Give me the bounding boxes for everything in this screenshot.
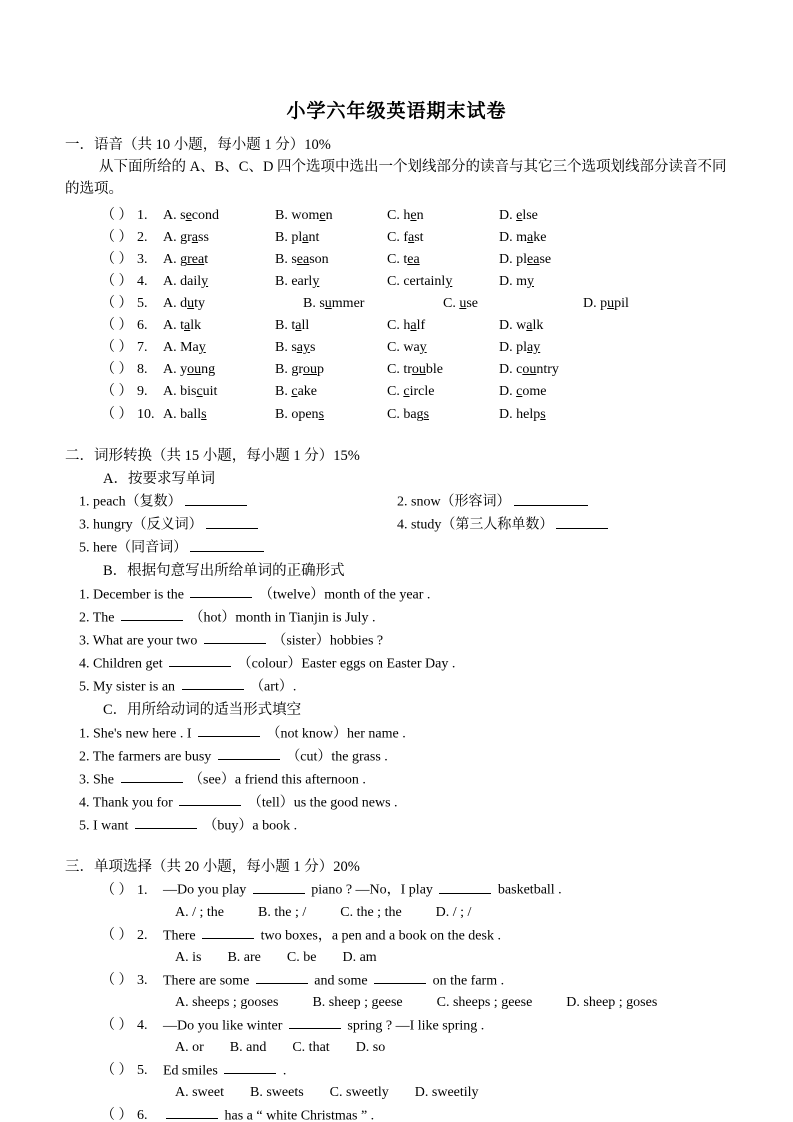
item-number: 8. — [137, 362, 148, 378]
option-d[interactable]: D. country — [499, 362, 559, 378]
verb-form-sentence — [55, 815, 738, 838]
option-d[interactable]: D. else — [499, 207, 538, 223]
answer-blank[interactable] — [198, 723, 260, 737]
word-form-left — [79, 491, 397, 514]
item-number: 1. — [137, 882, 148, 898]
choice-option[interactable]: B. and — [229, 1040, 267, 1056]
underlined-part: s — [318, 406, 325, 422]
answer-blank[interactable] — [224, 1060, 276, 1074]
underlined-part: a — [295, 318, 302, 334]
verb-form-sentence — [55, 769, 738, 792]
item-number: 1. — [137, 207, 148, 223]
choice-option[interactable]: D. sheep ; goses — [566, 995, 658, 1011]
answer-blank[interactable] — [121, 607, 183, 621]
choice-option[interactable]: D. sweetily — [414, 1085, 479, 1101]
sentence-end: （hot）month in Tianjin is July . — [186, 610, 376, 626]
underlined-part: y — [198, 340, 206, 356]
item-number: 10. — [137, 406, 155, 422]
stem-segment: spring ? —I like spring . — [343, 1018, 485, 1034]
option-a[interactable]: A. duty — [163, 295, 206, 311]
underlined-part: ea — [527, 251, 540, 267]
option-d[interactable]: D. make — [499, 229, 547, 245]
option-d[interactable]: D. come — [499, 384, 547, 400]
choice-options — [55, 902, 738, 924]
section-2-part-a-title: A．按要求写单词 — [103, 470, 215, 487]
phonetics-item — [55, 205, 738, 227]
word-form-left — [79, 514, 397, 537]
answer-blank[interactable] — [514, 491, 588, 505]
option-c[interactable]: C. hen — [387, 207, 424, 223]
underlined-part: ay — [296, 340, 311, 356]
question-stem — [55, 1060, 738, 1083]
choice-question — [55, 1060, 738, 1105]
answer-blank[interactable] — [190, 584, 252, 598]
item-number: 5. — [137, 295, 148, 311]
sentence-start: 3. What are your two — [79, 633, 201, 649]
choice-option[interactable]: A. is — [175, 950, 202, 966]
stem-text — [163, 1015, 484, 1038]
answer-bracket[interactable]: （ ） — [101, 273, 133, 289]
answer-blank[interactable] — [206, 514, 258, 528]
section-1-heading: 一．语音（共 10 小题，每小题 1 分）10% — [65, 137, 331, 153]
underlined-part: ay — [527, 340, 541, 356]
option-a[interactable]: A. great — [163, 251, 209, 267]
phonetics-item — [55, 337, 738, 359]
fill-in-sentence — [55, 607, 738, 630]
stem-segment: on the farm . — [429, 972, 505, 988]
option-d[interactable]: D. walk — [499, 318, 544, 334]
sentence-start: 2. The — [79, 610, 119, 626]
stem-segment: . — [279, 1063, 287, 1079]
choice-question — [55, 1015, 738, 1060]
sentence-end: （colour）Easter eggs on Easter Day . — [234, 656, 456, 672]
choice-option[interactable]: C. that — [292, 1040, 330, 1056]
item-number: 6. — [137, 318, 148, 334]
underlined-part: e — [410, 207, 417, 223]
option-b[interactable]: B. cake — [275, 384, 317, 400]
question-stem — [55, 970, 738, 993]
option-a[interactable]: A. balls — [163, 406, 207, 422]
underlined-part: c — [403, 384, 410, 400]
item-number: 9. — [137, 384, 148, 400]
choice-option[interactable]: B. sheep ; geese — [312, 995, 403, 1011]
underlined-part: ea — [296, 251, 310, 267]
choice-option[interactable]: A. / ; the — [175, 905, 224, 921]
underlined-part: ou — [187, 362, 202, 378]
section-3-item-list — [55, 879, 738, 1122]
option-c[interactable]: C. fast — [387, 229, 424, 245]
word-form-right — [397, 491, 738, 514]
underlined-part: a — [410, 318, 417, 334]
word-form-row — [55, 514, 738, 537]
answer-blank[interactable] — [256, 970, 308, 984]
underlined-part: ea — [407, 251, 420, 267]
underlined-part: a — [408, 229, 415, 245]
question-stem — [55, 925, 738, 948]
answer-bracket[interactable]: （ ） — [101, 207, 133, 223]
sentence-end: （tell）us the good news . — [244, 794, 398, 810]
word-form-row — [55, 491, 738, 514]
choice-question — [55, 879, 738, 924]
stem-segment: Ed smiles — [163, 1063, 222, 1079]
underlined-part: y — [445, 273, 453, 289]
section-2-part-c-title: C．用所给动词的适当形式填空 — [103, 701, 302, 718]
phonetics-item — [55, 381, 738, 403]
item-number: 5. — [137, 1063, 148, 1079]
answer-blank[interactable] — [253, 879, 305, 893]
stem-text — [163, 925, 501, 948]
choice-option[interactable]: B. the ; / — [258, 905, 307, 921]
phonetics-item — [55, 271, 738, 293]
fill-in-sentence — [55, 676, 738, 699]
option-b[interactable]: B. early — [275, 273, 320, 289]
answer-blank[interactable] — [439, 879, 491, 893]
underlined-part: s — [201, 406, 207, 422]
underlined-part: u — [607, 295, 615, 311]
underlined-part: u — [187, 295, 195, 311]
item-number: 7. — [137, 340, 148, 356]
answer-bracket[interactable]: （ ） — [101, 406, 133, 422]
section-2-part-a-rows — [55, 491, 738, 537]
choice-option[interactable]: B. are — [227, 950, 261, 966]
underlined-part: ou — [522, 362, 537, 378]
answer-bracket[interactable]: （ ） — [101, 1018, 133, 1034]
section-1-item-list — [55, 205, 738, 426]
item-number: 2. — [137, 927, 148, 943]
underlined-part: c — [291, 384, 298, 400]
choice-question — [55, 970, 738, 1015]
underlined-part: rea — [187, 251, 205, 267]
answer-bracket[interactable]: （ ） — [101, 882, 133, 898]
sentence-start: 4. Thank you for — [79, 794, 177, 810]
item-number: 4. — [137, 273, 148, 289]
option-b[interactable]: B. women — [275, 207, 333, 223]
underlined-part: e — [516, 207, 523, 223]
option-b[interactable]: B. group — [275, 362, 324, 378]
sentence-start: 4. Children get — [79, 656, 167, 672]
answer-bracket[interactable]: （ ） — [101, 229, 133, 245]
section-2-heading: 二．词形转换（共 15 小题，每小题 1 分）15% — [65, 447, 360, 464]
option-d[interactable]: D. my — [499, 273, 534, 289]
answer-blank[interactable] — [166, 1105, 218, 1119]
item-number: 4. — [137, 1018, 148, 1034]
stem-segment: —Do you like winter — [163, 1018, 286, 1034]
verb-form-sentence — [55, 792, 738, 815]
stem-segment: two boxes，a pen and a book on the desk . — [257, 927, 501, 943]
choice-option[interactable]: D. / ; / — [435, 905, 472, 921]
choice-option[interactable]: C. be — [286, 950, 317, 966]
option-d[interactable]: D. pupil — [583, 295, 629, 311]
choice-option[interactable]: A. or — [175, 1040, 204, 1056]
answer-blank[interactable] — [179, 792, 241, 806]
section-1-intro: 从下面所给的 A、B、C、D 四个选项中选出一个划线部分的读音与其它三个选项划线部分读音不同的选项。 — [65, 159, 727, 197]
choice-question — [55, 925, 738, 970]
section-2-part-c-items — [55, 723, 738, 838]
answer-blank[interactable] — [185, 491, 247, 505]
option-d[interactable]: D. helps — [499, 406, 546, 422]
verb-form-sentence — [55, 723, 738, 746]
option-c[interactable]: C. trouble — [387, 362, 443, 378]
answer-bracket[interactable]: （ ） — [101, 1108, 133, 1122]
spacer-after-section-2 — [55, 837, 738, 853]
choice-option[interactable]: C. sweetly — [329, 1085, 389, 1101]
answer-bracket[interactable]: （ ） — [101, 1063, 133, 1079]
answer-blank[interactable] — [121, 769, 183, 783]
option-c[interactable]: C. way — [387, 340, 427, 356]
section-2-part-a-row-5 — [55, 537, 738, 560]
stem-segment: basketball . — [494, 882, 562, 898]
answer-bracket[interactable]: （ ） — [101, 295, 133, 311]
underlined-part: y — [312, 273, 320, 289]
sentence-start: 1. She's new here . I — [79, 725, 196, 741]
answer-bracket[interactable]: （ ） — [101, 384, 133, 400]
phonetics-item — [55, 404, 738, 426]
item-number: 2. — [137, 229, 148, 245]
choice-option[interactable]: A. sweet — [175, 1085, 224, 1101]
option-a[interactable]: A. second — [163, 207, 219, 223]
choice-options — [55, 992, 738, 1014]
choice-options — [55, 1082, 738, 1104]
choice-option[interactable]: C. sheeps ; geese — [436, 995, 533, 1011]
sentence-start: 1. December is the — [79, 587, 188, 603]
sentence-end: （cut）the grass . — [282, 748, 388, 764]
option-d[interactable]: D. please — [499, 251, 552, 267]
answer-blank[interactable] — [135, 815, 197, 829]
underlined-part: c — [516, 384, 523, 400]
underlined-part: y — [419, 340, 427, 356]
word-form-label: 4. study（第三人称单数） — [397, 517, 554, 533]
choice-question — [55, 1105, 738, 1122]
option-a[interactable]: A. May — [163, 340, 206, 356]
stem-segment: —Do you play — [163, 882, 250, 898]
option-d[interactable]: D. play — [499, 340, 541, 356]
section-2-part-b-items — [55, 584, 738, 699]
option-a[interactable]: A. young — [163, 362, 216, 378]
stem-segment: There — [163, 927, 200, 943]
word-form-right — [397, 514, 738, 537]
section-3-heading: 三．单项选择（共 20 小题，每小题 1 分）20% — [65, 859, 360, 876]
option-c[interactable]: C. use — [443, 295, 479, 311]
option-a[interactable]: A. grass — [163, 229, 209, 245]
option-b[interactable]: B. opens — [275, 406, 325, 422]
item-number: 3. — [137, 972, 148, 988]
choice-option[interactable]: C. the ; the — [340, 905, 402, 921]
option-c[interactable]: C. circle — [387, 384, 435, 400]
option-b[interactable]: B. season — [275, 251, 329, 267]
phonetics-item — [55, 293, 738, 315]
option-b[interactable]: B. tall — [275, 318, 310, 334]
answer-blank[interactable] — [289, 1015, 341, 1029]
item-number: 6. — [137, 1108, 148, 1122]
sentence-end: （sister）hobbies ? — [268, 633, 384, 649]
word-form-label: 3. hungry（反义词） — [79, 517, 203, 533]
underlined-part: y — [527, 273, 534, 289]
underlined-part: ou — [303, 362, 317, 378]
answer-bracket[interactable]: （ ） — [101, 362, 133, 378]
option-b[interactable]: B. says — [275, 340, 316, 356]
option-c[interactable]: C. half — [387, 318, 426, 334]
answer-blank[interactable] — [218, 746, 280, 760]
sentence-start: 3. She — [79, 771, 118, 787]
underlined-part: s — [423, 406, 430, 422]
underlined-part: a — [527, 229, 534, 245]
stem-segment: and some — [310, 972, 372, 988]
answer-bracket[interactable]: （ ） — [101, 251, 133, 267]
question-stem — [55, 1015, 738, 1038]
word-form-label: 5. here（同音词） — [79, 540, 188, 556]
answer-blank[interactable] — [190, 537, 264, 551]
underlined-part: e — [319, 207, 326, 223]
underlined-part: e — [185, 207, 192, 223]
sentence-end: （buy）a book . — [199, 817, 298, 833]
sentence-end: （art）. — [246, 679, 297, 695]
spacer-after-section-1 — [55, 426, 738, 442]
underlined-part: a — [302, 229, 309, 245]
stem-text — [163, 970, 504, 993]
word-form-label: 2. snow（形容词） — [397, 494, 511, 510]
answer-blank[interactable] — [182, 676, 244, 690]
option-a[interactable]: A. biscuit — [163, 384, 218, 400]
stem-text — [163, 1105, 374, 1122]
sentence-end: （not know）her name . — [263, 725, 406, 741]
sentence-start: 5. My sister is an — [79, 679, 179, 695]
answer-bracket[interactable]: （ ） — [101, 927, 133, 943]
underlined-part: ou — [411, 362, 426, 378]
option-c[interactable]: C. certainly — [387, 273, 453, 289]
choice-option[interactable]: B. sweets — [250, 1085, 304, 1101]
sentence-end: （see）a friend this afternoon . — [185, 771, 366, 787]
page-title: 小学六年级英语期末试卷 — [286, 100, 507, 122]
item-number: 3. — [137, 251, 148, 267]
choice-option[interactable]: D. so — [355, 1040, 386, 1056]
fill-in-sentence — [55, 653, 738, 676]
fill-in-sentence — [55, 630, 738, 653]
stem-text — [163, 1060, 286, 1083]
choice-option[interactable]: A. sheeps ; gooses — [175, 995, 279, 1011]
underlined-part: y — [201, 273, 209, 289]
answer-blank[interactable] — [556, 514, 608, 528]
option-b[interactable]: B. summer — [303, 295, 365, 311]
option-a[interactable]: A. daily — [163, 273, 209, 289]
underlined-part: c — [196, 384, 203, 400]
stem-segment: piano ? —No，I play — [307, 882, 437, 898]
option-c[interactable]: C. tea — [387, 251, 420, 267]
answer-blank[interactable] — [204, 630, 266, 644]
option-b[interactable]: B. plant — [275, 229, 320, 245]
answer-blank[interactable] — [169, 653, 231, 667]
phonetics-item — [55, 249, 738, 271]
phonetics-item — [55, 315, 738, 337]
choice-options — [55, 1037, 738, 1059]
question-stem — [55, 879, 738, 902]
underlined-part: a — [191, 229, 198, 245]
question-stem — [55, 1105, 738, 1122]
answer-bracket[interactable]: （ ） — [101, 340, 133, 356]
answer-bracket[interactable]: （ ） — [101, 972, 133, 988]
stem-segment: There are some — [163, 972, 253, 988]
sentence-start: 2. The farmers are busy — [79, 748, 215, 764]
sentence-end: （twelve）month of the year . — [255, 587, 431, 603]
answer-blank[interactable] — [374, 970, 426, 984]
stem-segment: has a “ white Christmas ” . — [221, 1108, 375, 1122]
option-c[interactable]: C. bags — [387, 406, 430, 422]
choice-option[interactable]: D. am — [342, 950, 377, 966]
sentence-start: 5. I want — [79, 817, 132, 833]
phonetics-item — [55, 227, 738, 249]
choice-options — [55, 947, 738, 969]
underlined-part: u — [459, 295, 467, 311]
word-form-label: 1. peach（复数） — [79, 494, 182, 510]
underlined-part: s — [540, 406, 546, 422]
answer-bracket[interactable]: （ ） — [101, 318, 133, 334]
verb-form-sentence — [55, 746, 738, 769]
underlined-part: a — [184, 318, 191, 334]
fill-in-sentence — [55, 584, 738, 607]
section-2-part-b-title: B．根据句意写出所给单词的正确形式 — [103, 563, 345, 580]
underlined-part: a — [526, 318, 533, 334]
option-a[interactable]: A. talk — [163, 318, 202, 334]
phonetics-item — [55, 359, 738, 381]
underlined-part: u — [324, 295, 332, 311]
answer-blank[interactable] — [202, 925, 254, 939]
stem-text — [163, 879, 562, 902]
